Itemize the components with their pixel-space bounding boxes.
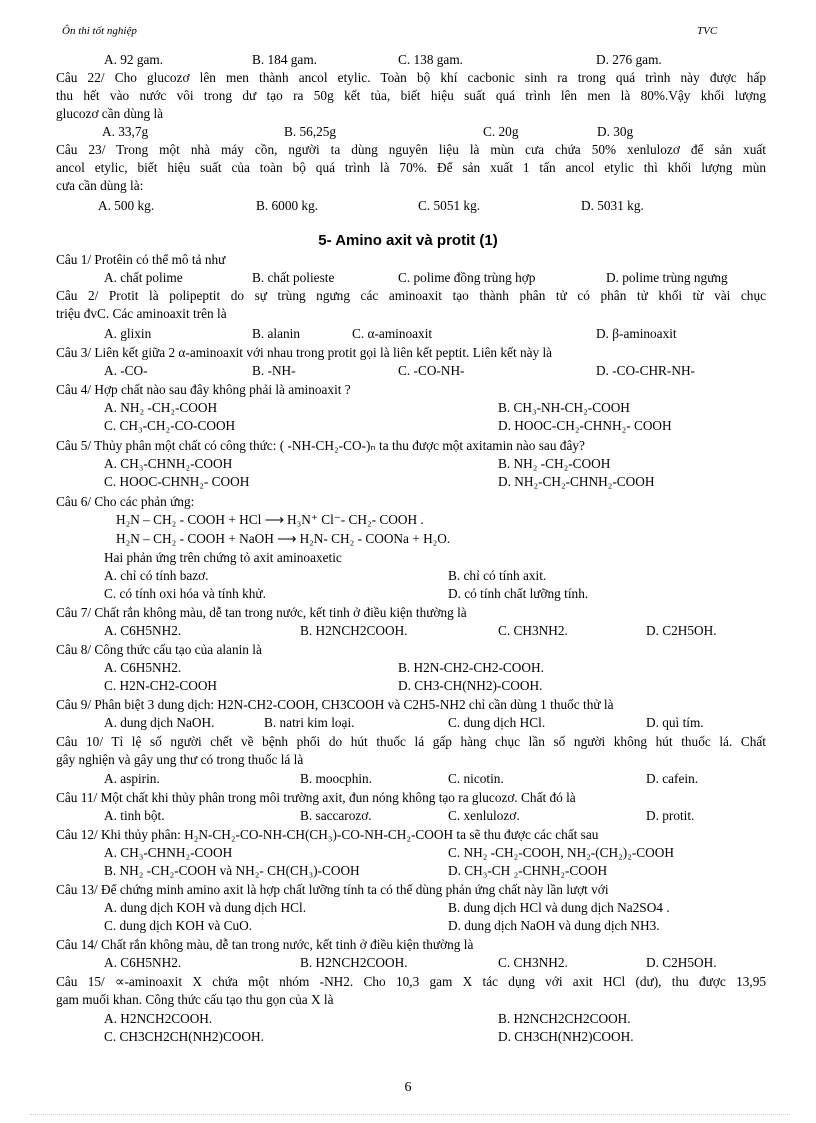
answer-options-row <box>56 269 766 287</box>
answer-option: D. NH₂-CH₂-CHNH₂-COOH <box>498 474 655 489</box>
answer-option: B. H2NCH2CH2COOH. <box>498 1011 631 1026</box>
question-text-line: Câu 7/ Chất rắn không màu, dễ tan trong nước, kết tinh ở điều kiện thường là <box>56 605 467 620</box>
answer-option: A. dung dịch NaOH. <box>104 715 215 730</box>
answer-option: D. có tính chất lưỡng tính. <box>448 586 589 601</box>
question-text-line: Câu 9/ Phân biệt 3 dung dịch: H2N-CH2-COOH, CH3COOH và C2H5-NH2 chỉ cần dùng 1 thuốc thử là <box>56 697 614 712</box>
answer-option: C. xenlulozơ. <box>448 808 520 823</box>
footer-divider <box>30 1114 790 1115</box>
answer-option: D. protit. <box>646 808 695 823</box>
answer-option: D. cafein. <box>646 771 699 786</box>
answer-option: A. -CO- <box>104 363 148 378</box>
answer-options-row <box>56 362 766 380</box>
answer-option: A. aspirin. <box>104 771 160 786</box>
answer-option: A. CH₃-CHNH₂-COOH <box>104 456 233 471</box>
answer-option: A. 33,7g <box>102 124 149 139</box>
question-text-line: gây nghiện và gây ung thư có trong thuốc lá là <box>56 752 304 767</box>
answer-option: D. C2H5OH. <box>646 955 717 970</box>
answer-options-row <box>56 807 766 825</box>
answer-option: B. natri kim loại. <box>264 715 355 730</box>
header-subject: Ôn thi tốt nghiệp <box>62 25 137 37</box>
answer-option: A. C6H5NH2. <box>104 660 182 675</box>
question-text-line: Câu 5/ Thủy phân một chất có công thức: ( -NH-CH₂-CO-)ₙ ta thu được một axitamin nào sau đây? <box>56 438 585 453</box>
answer-option: D. β-aminoaxit <box>596 326 677 341</box>
answer-option: B. 56,25g <box>284 124 337 139</box>
answer-option: C. -CO-NH- <box>398 363 465 378</box>
answer-options-row <box>56 585 766 603</box>
answer-option: B. 6000 kg. <box>256 198 319 213</box>
answer-option: C. dung dịch KOH và CuO. <box>104 918 253 933</box>
question-text-line: Hai phản ứng trên chứng tỏ axit aminoaxetic <box>104 550 342 565</box>
answer-option: C. polime đồng trùng hợp <box>398 270 536 285</box>
answer-option: D. 30g <box>597 124 634 139</box>
answer-options-row <box>56 954 766 972</box>
question-text-line: Câu 14/ Chất rắn không màu, dễ tan trong nước, kết tinh ở điều kiện thường là <box>56 937 474 952</box>
answer-option: D. HOOC-CH₂-CHNH₂- COOH <box>498 418 672 433</box>
answer-option: C. α-aminoaxit <box>352 326 433 341</box>
answer-option: A. H2NCH2COOH. <box>104 1011 213 1026</box>
answer-option: D. 5031 kg. <box>581 198 644 213</box>
answer-option: B. CH₃-NH-CH₂-COOH <box>498 400 630 415</box>
answer-option: B. moocphin. <box>300 771 373 786</box>
answer-option: A. dung dịch KOH và dung dịch HCl. <box>104 900 307 915</box>
answer-option: C. 138 gam. <box>398 52 464 67</box>
answer-option: C. CH₃-CH₂-CO-COOH <box>104 418 236 433</box>
answer-options-row <box>56 51 766 69</box>
question-text-line: gam muối khan. Công thức cấu tạo thu gọn của X là <box>56 992 334 1007</box>
answer-option: B. H2N-CH2-CH2-COOH. <box>398 660 544 675</box>
answer-option: A. 92 gam. <box>104 52 164 67</box>
answer-option: B. NH₂ -CH₂-COOH <box>498 456 611 471</box>
page-number: 6 <box>404 1080 412 1095</box>
question-text-line: cưa cần dùng là: <box>56 178 144 193</box>
answer-option: C. NH₂ -CH₂-COOH, NH₂-(CH₂)₂-COOH <box>448 845 674 860</box>
answer-option: C. CH3NH2. <box>498 623 568 638</box>
question-text-line: Câu 23/ Trong một nhà máy cồn, người ta dùng nguyên liệu là mùn cưa chứa 50% xenlulozơ để sản xuất <box>56 142 766 157</box>
answer-option: C. HOOC-CHNH₂- COOH <box>104 474 250 489</box>
answer-option: D. dung dịch NaOH và dung dịch NH3. <box>448 918 660 933</box>
answer-option: D. -CO-CHR-NH- <box>596 363 695 378</box>
question-text-line: Câu 6/ Cho các phản ứng: <box>56 494 195 509</box>
answer-options-row <box>56 1010 766 1028</box>
answer-option: D. CH3CH(NH2)COOH. <box>498 1029 634 1044</box>
question-text-line: Câu 2/ Protit là polipeptit do sự trùng ngưng các aminoaxit tạo thành phân tử có phân tử khối từ vài chục <box>56 288 766 303</box>
answer-option: B. alanin <box>252 326 301 341</box>
answer-option: C. 20g <box>483 124 519 139</box>
question-text-line: ancol etylic, biết hiệu suất của toàn bộ quá trình là 70%. Để sản xuất 1 tấn ancol etylic thì khối lượng mùn <box>56 160 766 175</box>
section-title: 5- Amino axit và protit (1) <box>318 232 498 249</box>
question-text-line: Câu 13/ Để chứng minh amino axit là hợp chất lưỡng tính ta có thể dùng phản ứng chất này lần lượt với <box>56 882 609 897</box>
answer-options-row <box>56 899 766 917</box>
answer-option: A. 500 kg. <box>98 198 155 213</box>
answer-option: B. saccarozơ. <box>300 808 372 823</box>
answer-options-row <box>56 325 766 343</box>
answer-option: A. NH₂ -CH₂-COOH <box>104 400 218 415</box>
answer-option: D. polime trùng ngưng <box>606 270 728 285</box>
answer-options-row <box>56 473 766 491</box>
answer-option: D. CH₃-CH ₂-CHNH₂-COOH <box>448 863 608 878</box>
answer-option: B. dung dịch HCl và dung dịch Na2SO4 . <box>448 900 670 915</box>
answer-option: C. H2N-CH2-COOH <box>104 678 218 693</box>
answer-option: A. glixin <box>104 326 152 341</box>
answer-options-row <box>56 622 766 640</box>
answer-options-row <box>56 844 766 862</box>
answer-options-row <box>56 677 766 695</box>
question-text-line: Câu 8/ Công thức cấu tạo của alanin là <box>56 642 262 657</box>
answer-option: C. CH3CH2CH(NH2)COOH. <box>104 1029 264 1044</box>
question-text-line: thu hết vào nước vôi trong dư tạo ra 50g kết tủa, biết hiệu suất quá trình lên men là 80%.Vậy khối lượng <box>56 88 766 103</box>
answer-options-row <box>56 659 766 677</box>
question-text-line: Câu 10/ Tỉ lệ số người chết về bệnh phổi do hút thuốc lá gấp hàng chục lần số người không hút thuốc lá. Chất <box>56 734 766 749</box>
answer-options-row <box>56 1028 766 1046</box>
question-text-line: triệu đvC. Các aminoaxit trên là <box>56 306 227 321</box>
answer-option: D. quì tím. <box>646 715 704 730</box>
answer-options-row <box>56 714 766 732</box>
answer-options-row <box>56 197 766 215</box>
question-text-line: Câu 15/ ∝-aminoaxit X chứa một nhóm -NH2. Cho 10,3 gam X tác dụng với axit HCl (dư), thu được 13,95 <box>56 974 766 989</box>
answer-option: D. 276 gam. <box>596 52 662 67</box>
question-text-line: H₂N – CH₂ - COOH + HCl ⟶ H₃N⁺ Cl⁻- CH₂- COOH . <box>116 512 424 527</box>
answer-options-row <box>56 417 766 435</box>
answer-options-row <box>56 770 766 788</box>
header-author: TVC <box>697 25 718 37</box>
answer-option: B. -NH- <box>252 363 296 378</box>
question-text-line: Câu 11/ Một chất khi thủy phân trong môi trường axit, đun nóng không tạo ra glucozơ. Chất đó là <box>56 790 576 805</box>
answer-options-row <box>56 123 766 141</box>
answer-option: A. chất polime <box>104 270 183 285</box>
question-text-line: Câu 1/ Protêin có thể mô tả như <box>56 252 226 267</box>
answer-option: C. nicotin. <box>448 771 504 786</box>
answer-option: C. 5051 kg. <box>418 198 481 213</box>
answer-options-row <box>56 399 766 417</box>
answer-option: B. chỉ có tính axit. <box>448 568 547 583</box>
answer-option: B. 184 gam. <box>252 52 318 67</box>
answer-options-row <box>56 567 766 585</box>
answer-options-row <box>56 455 766 473</box>
answer-option: B. NH₂ -CH₂-COOH và NH₂- CH(CH₃)-COOH <box>104 863 360 878</box>
question-text-line: glucozơ cần dùng là <box>56 106 164 121</box>
question-text-line: H₂N – CH₂ - COOH + NaOH ⟶ H₂N- CH₂ - COONa + H₂O. <box>116 531 451 546</box>
answer-option: A. chỉ có tính bazơ. <box>104 568 209 583</box>
answer-option: B. H2NCH2COOH. <box>300 623 408 638</box>
answer-option: B. H2NCH2COOH. <box>300 955 408 970</box>
answer-option: C. có tính oxi hóa và tính khử. <box>104 586 266 601</box>
question-text-line: Câu 12/ Khi thủy phân: H₂N-CH₂-CO-NH-CH(CH₃)-CO-NH-CH₂-COOH ta sẽ thu được các chất sau <box>56 827 599 842</box>
question-text-line: Câu 4/ Hợp chất nào sau đây không phải là aminoaxit ? <box>56 382 351 397</box>
answer-option: A. tinh bột. <box>104 808 165 823</box>
answer-option: C. dung dịch HCl. <box>448 715 546 730</box>
question-text-line: Câu 3/ Liên kết giữa 2 α-aminoaxit với nhau trong protit gọi là liên kết peptit. Liên kết này là <box>56 345 553 360</box>
answer-option: C. CH3NH2. <box>498 955 568 970</box>
answer-option: B. chất polieste <box>252 270 335 285</box>
answer-options-row <box>56 917 766 935</box>
answer-option: A. CH₃-CHNH₂-COOH <box>104 845 233 860</box>
answer-option: D. CH3-CH(NH2)-COOH. <box>398 678 543 693</box>
answer-option: A. C6H5NH2. <box>104 623 182 638</box>
answer-options-row <box>56 862 766 880</box>
answer-option: A. C6H5NH2. <box>104 955 182 970</box>
answer-option: D. C2H5OH. <box>646 623 717 638</box>
question-text-line: Câu 22/ Cho glucozơ lên men thành ancol etylic. Toàn bộ khí cacbonic sinh ra trong quá trình này được hấp <box>56 70 766 85</box>
